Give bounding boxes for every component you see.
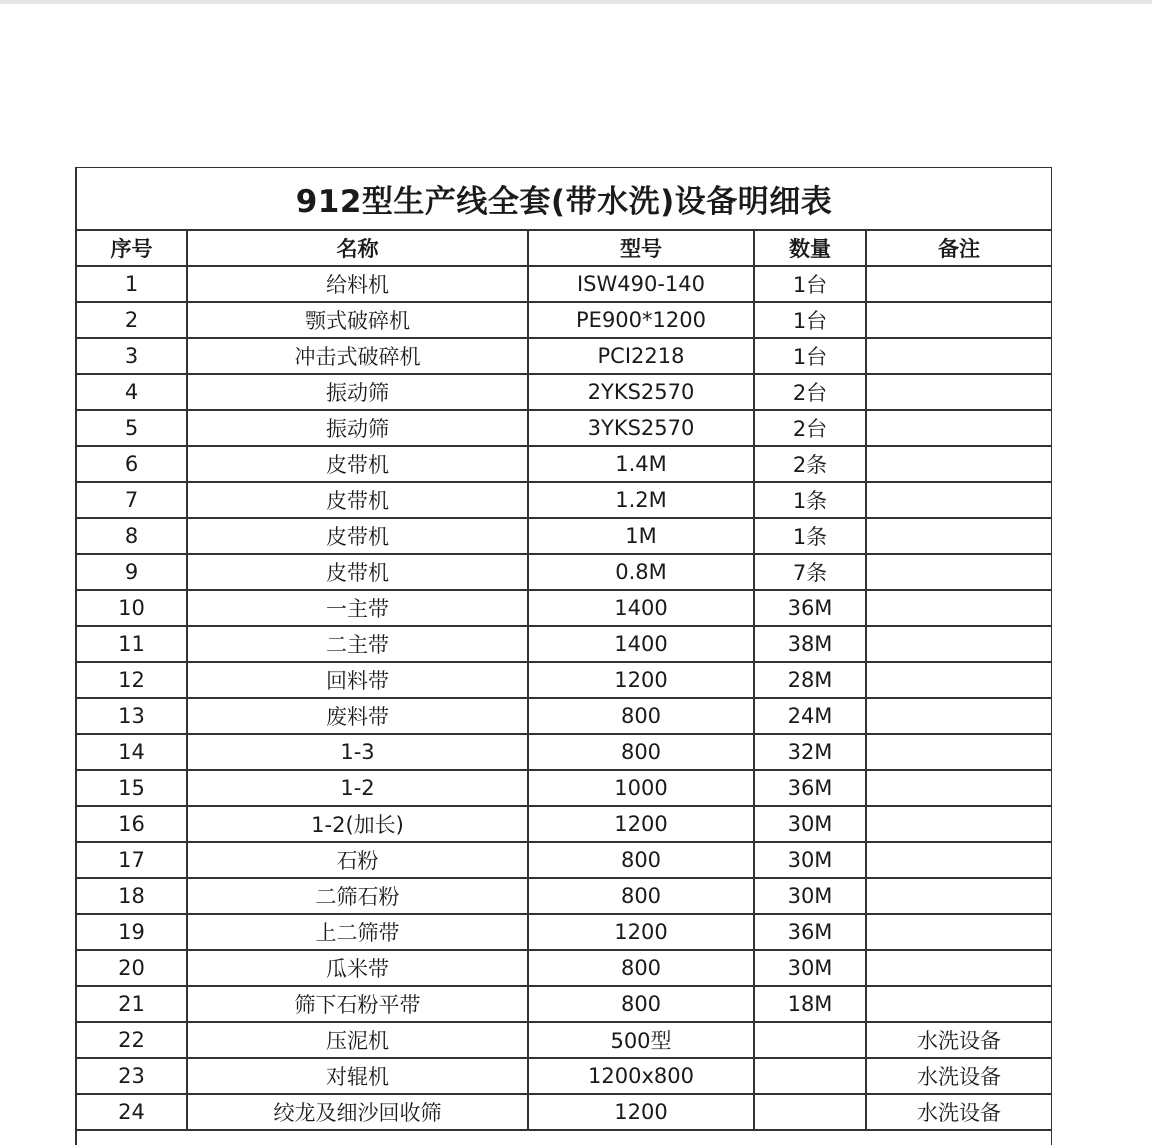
cell-no: 10 xyxy=(77,590,187,626)
cell-model: 1200 xyxy=(528,806,754,842)
cell-qty: 2台 xyxy=(754,410,866,446)
cell-qty xyxy=(754,1094,866,1130)
cell-name: 皮带机 xyxy=(187,482,528,518)
cell-qty: 1条 xyxy=(754,482,866,518)
cell-qty: 1条 xyxy=(754,518,866,554)
cell-name: 上二筛带 xyxy=(187,914,528,950)
cell-qty: 36M xyxy=(754,770,866,806)
cell-qty: 24M xyxy=(754,698,866,734)
cell-name: 颚式破碎机 xyxy=(187,302,528,338)
cell-note xyxy=(866,374,1051,410)
cell-no: 6 xyxy=(77,446,187,482)
table-row xyxy=(77,554,1051,590)
cell-qty: 18M xyxy=(754,986,866,1022)
cell-model: 1000 xyxy=(528,770,754,806)
cell-no: 9 xyxy=(77,554,187,590)
cell-qty: 2台 xyxy=(754,374,866,410)
cell-qty: 28M xyxy=(754,662,866,698)
cell-note xyxy=(866,302,1051,338)
cell-model: 800 xyxy=(528,842,754,878)
cell-qty: 1台 xyxy=(754,266,866,302)
cell-no: 1 xyxy=(77,266,187,302)
cell-note xyxy=(866,914,1051,950)
cell-no: 12 xyxy=(77,662,187,698)
cell-model: PCI2218 xyxy=(528,338,754,374)
cell-qty xyxy=(754,1022,866,1058)
cell-note xyxy=(866,734,1051,770)
cell-note xyxy=(866,266,1051,302)
table-row xyxy=(77,662,1051,698)
cell-model: ISW490-140 xyxy=(528,266,754,302)
cell-qty: 30M xyxy=(754,950,866,986)
cell-no: 23 xyxy=(77,1058,187,1094)
header-note: 备注 xyxy=(866,231,1051,266)
cell-model: 1400 xyxy=(528,626,754,662)
table-row xyxy=(77,770,1051,806)
cell-no: 5 xyxy=(77,410,187,446)
cell-note: 水洗设备 xyxy=(866,1058,1051,1094)
cell-name: 石粉 xyxy=(187,842,528,878)
cell-name: 瓜米带 xyxy=(187,950,528,986)
cell-note xyxy=(866,698,1051,734)
table-row xyxy=(77,626,1051,662)
cell-note xyxy=(866,842,1051,878)
cell-qty: 32M xyxy=(754,734,866,770)
cell-no: 16 xyxy=(77,806,187,842)
cell-no: 11 xyxy=(77,626,187,662)
header-model: 型号 xyxy=(528,231,754,266)
cell-no: 3 xyxy=(77,338,187,374)
table-row xyxy=(77,878,1051,914)
cell-note xyxy=(866,806,1051,842)
cell-qty: 36M xyxy=(754,914,866,950)
cell-model: 0.8M xyxy=(528,554,754,590)
cell-no: 8 xyxy=(77,518,187,554)
cell-name: 冲击式破碎机 xyxy=(187,338,528,374)
equipment-sheet xyxy=(75,167,1052,1145)
table-row xyxy=(77,806,1051,842)
cell-name: 皮带机 xyxy=(187,554,528,590)
cell-note xyxy=(866,626,1051,662)
cell-name: 皮带机 xyxy=(187,518,528,554)
cell-no: 20 xyxy=(77,950,187,986)
cell-qty xyxy=(754,1058,866,1094)
cell-note xyxy=(866,338,1051,374)
cell-name: 筛下石粉平带 xyxy=(187,986,528,1022)
header-row xyxy=(77,231,1051,266)
cell-name: 压泥机 xyxy=(187,1022,528,1058)
cell-name: 二筛石粉 xyxy=(187,878,528,914)
cell-qty: 38M xyxy=(754,626,866,662)
cell-qty: 30M xyxy=(754,806,866,842)
cell-note: 水洗设备 xyxy=(866,1094,1051,1130)
table-row xyxy=(77,302,1051,338)
cell-model: 1200 xyxy=(528,914,754,950)
header-no: 序号 xyxy=(77,231,187,266)
equipment-table xyxy=(77,231,1051,1131)
cell-note xyxy=(866,518,1051,554)
cell-name: 废料带 xyxy=(187,698,528,734)
cell-note xyxy=(866,554,1051,590)
cell-model: PE900*1200 xyxy=(528,302,754,338)
table-row xyxy=(77,410,1051,446)
cell-note xyxy=(866,590,1051,626)
cell-qty: 30M xyxy=(754,878,866,914)
cell-name: 绞龙及细沙回收筛 xyxy=(187,1094,528,1130)
table-row xyxy=(77,590,1051,626)
table-row xyxy=(77,842,1051,878)
cell-name: 振动筛 xyxy=(187,374,528,410)
cell-no: 21 xyxy=(77,986,187,1022)
cell-name: 二主带 xyxy=(187,626,528,662)
cell-model: 800 xyxy=(528,698,754,734)
cell-qty: 36M xyxy=(754,590,866,626)
cell-no: 4 xyxy=(77,374,187,410)
cell-note xyxy=(866,986,1051,1022)
cell-model: 800 xyxy=(528,950,754,986)
cell-no: 19 xyxy=(77,914,187,950)
cell-note xyxy=(866,410,1051,446)
cell-note xyxy=(866,662,1051,698)
cell-no: 14 xyxy=(77,734,187,770)
cell-model: 1400 xyxy=(528,590,754,626)
table-row xyxy=(77,698,1051,734)
cell-model: 1.4M xyxy=(528,446,754,482)
table-row xyxy=(77,338,1051,374)
header-qty: 数量 xyxy=(754,231,866,266)
cell-model: 800 xyxy=(528,986,754,1022)
cell-qty: 7条 xyxy=(754,554,866,590)
cell-no: 17 xyxy=(77,842,187,878)
cell-model: 1200 xyxy=(528,1094,754,1130)
cell-note xyxy=(866,950,1051,986)
cell-model: 800 xyxy=(528,878,754,914)
table-row xyxy=(77,986,1051,1022)
cell-no: 18 xyxy=(77,878,187,914)
cell-name: 回料带 xyxy=(187,662,528,698)
cell-no: 24 xyxy=(77,1094,187,1130)
cell-name: 1-3 xyxy=(187,734,528,770)
cell-name: 对辊机 xyxy=(187,1058,528,1094)
cell-model: 3YKS2570 xyxy=(528,410,754,446)
table-row xyxy=(77,1094,1051,1130)
table-row xyxy=(77,734,1051,770)
table-row xyxy=(77,518,1051,554)
cell-model: 1200x800 xyxy=(528,1058,754,1094)
cell-no: 15 xyxy=(77,770,187,806)
cell-qty: 1台 xyxy=(754,302,866,338)
cell-model: 1.2M xyxy=(528,482,754,518)
cell-note: 水洗设备 xyxy=(866,1022,1051,1058)
cell-no: 22 xyxy=(77,1022,187,1058)
cell-no: 7 xyxy=(77,482,187,518)
table-row xyxy=(77,482,1051,518)
cell-note xyxy=(866,446,1051,482)
cell-note xyxy=(866,482,1051,518)
cell-name: 给料机 xyxy=(187,266,528,302)
table-row xyxy=(77,1058,1051,1094)
cell-name: 1-2 xyxy=(187,770,528,806)
table-row xyxy=(77,266,1051,302)
table-row xyxy=(77,446,1051,482)
cell-name: 振动筛 xyxy=(187,410,528,446)
header-name: 名称 xyxy=(187,231,528,266)
cell-qty: 30M xyxy=(754,842,866,878)
cell-no: 2 xyxy=(77,302,187,338)
cell-model: 1200 xyxy=(528,662,754,698)
table-tail xyxy=(77,1131,1051,1145)
table-row xyxy=(77,950,1051,986)
table-body xyxy=(77,266,1051,1130)
cell-no: 13 xyxy=(77,698,187,734)
cell-name: 一主带 xyxy=(187,590,528,626)
cell-model: 800 xyxy=(528,734,754,770)
cell-name: 1-2(加长) xyxy=(187,806,528,842)
top-strip xyxy=(0,0,1152,4)
sheet-title: 912型生产线全套(带水洗)设备明细表 xyxy=(77,168,1051,231)
cell-qty: 1台 xyxy=(754,338,866,374)
cell-model: 2YKS2570 xyxy=(528,374,754,410)
table-row xyxy=(77,914,1051,950)
cell-note xyxy=(866,878,1051,914)
cell-note xyxy=(866,770,1051,806)
table-row xyxy=(77,374,1051,410)
cell-qty: 2条 xyxy=(754,446,866,482)
cell-model: 1M xyxy=(528,518,754,554)
table-row xyxy=(77,1022,1051,1058)
cell-model: 500型 xyxy=(528,1022,754,1058)
cell-name: 皮带机 xyxy=(187,446,528,482)
